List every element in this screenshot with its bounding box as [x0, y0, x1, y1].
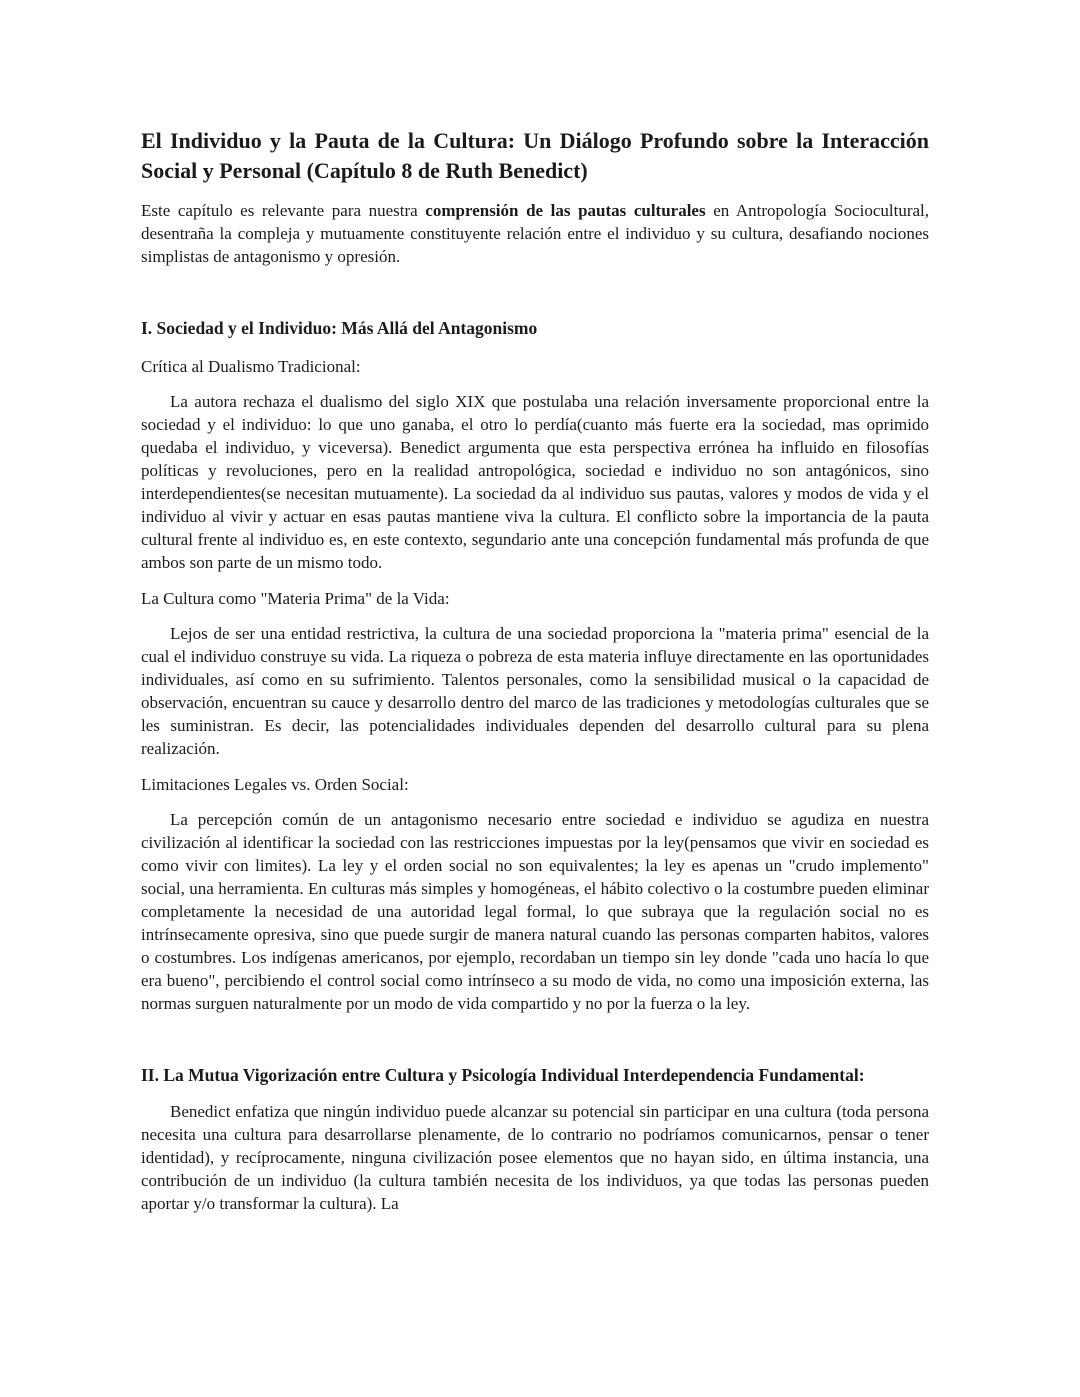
subsection-2-label: La Cultura como "Materia Prima" de la Vida: — [141, 589, 450, 608]
subsection-2-paragraph: Lejos de ser una entidad restrictiva, la cultura de una sociedad proporciona la "materia prima" esencial de la cual el individuo construye su vida. La riqueza o pobreza de esta materia influye directamente en las oportunidades individuales, así como en su sufrimiento. Talentos personales, como la sensibilidad musical o la capacidad de observación, encuentran su cauce y desarrollo dentro del marco de las tradiciones y metodologías culturales que se les suministran. Es decir, las potencialidades individuales dependen del desarrollo cultural para su plena realización. — [141, 624, 929, 758]
document-title: El Individuo y la Pauta de la Cultura: Un Diálogo Profundo sobre la Interacción Social y Personal (Capítulo 8 de Ruth Benedict) — [141, 128, 929, 183]
intro-paragraph — [141, 199, 929, 268]
subsection-1-paragraph: La autora rechaza el dualismo del siglo XIX que postulaba una relación inversamente proporcional entre la sociedad y el individuo: lo que uno ganaba, el otro lo perdía(cuanto más fuerte era la sociedad, mas oprimido quedaba el individuo, y viceversa). Benedict argumenta que esta perspectiva errónea ha influido en filosofías políticas y revoluciones, pero en la realidad antropológica, sociedad e individuo no son antagónicos, sino interdependientes(se necesitan mutuamente). La sociedad da al individuo sus pautas, valores y modos de vida y el individuo al vivir y actuar en esas pautas mantiene viva la cultura. El conflicto sobre la importancia de la pauta cultural frente al individuo es, en este contexto, segundario ante una concepción fundamental más profunda de que ambos son parte de un mismo todo. — [141, 392, 929, 572]
subsection-1-label: Crítica al Dualismo Tradicional: — [141, 357, 361, 376]
section-2-heading: II. La Mutua Vigorización entre Cultura y Psicología Individual Interdependencia Fundamental: — [141, 1065, 865, 1085]
section-2-paragraph: Benedict enfatiza que ningún individuo puede alcanzar su potencial sin participar en una cultura (toda persona necesita una cultura para desarrollarse plenamente, de lo contrario no podríamos comunicarnos, pensar o tener identidad), y recíprocamente, ninguna civilización posee elementos que no hayan sido, en última instancia, una contribución de un individuo (la cultura también necesita de los individuos, ya que todas las personas pueden aportar y/o transformar la cultura). La — [141, 1102, 929, 1213]
section-1-heading: I. Sociedad y el Individuo: Más Allá del Antagonismo — [141, 318, 538, 338]
subsection-3-label: Limitaciones Legales vs. Orden Social: — [141, 775, 409, 794]
subsection-3-paragraph: La percepción común de un antagonismo necesario entre sociedad e individuo se agudiza en nuestra civilización al identificar la sociedad con las restricciones impuestas por la ley(pensamos que vivir en sociedad es como vivir con limites). La ley y el orden social no son equivalentes; la ley es apenas un "crudo implemento" social, una herramienta. En culturas más simples y homogéneas, el hábito colectivo o la costumbre pueden eliminar completamente la necesidad de una autoridad legal formal, lo que subraya que la regulación social no es intrínsecamente opresiva, sino que puede surgir de manera natural cuando las personas comparten habitos, valores o costumbres. Los indígenas americanos, por ejemplo, recordaban un tiempo sin ley donde "cada uno hacía lo que era bueno", percibiendo el control social como intrínseco a su modo de vida, no como una imposición externa, las normas surguen naturalmente por un modo de vida compartido y no por la fuerza o la ley. — [141, 810, 929, 1013]
intro-text-bold: comprensión de las pautas culturales — [425, 201, 706, 220]
intro-text-before: Este capítulo es relevante para nuestra — [141, 201, 426, 220]
intro-text-after: en Antropología Sociocultural, desentraña la compleja y mutuamente constituyente relación entre el individuo y su cultura, desafiando nociones simplistas de antagonismo y opresión. — [141, 201, 929, 266]
